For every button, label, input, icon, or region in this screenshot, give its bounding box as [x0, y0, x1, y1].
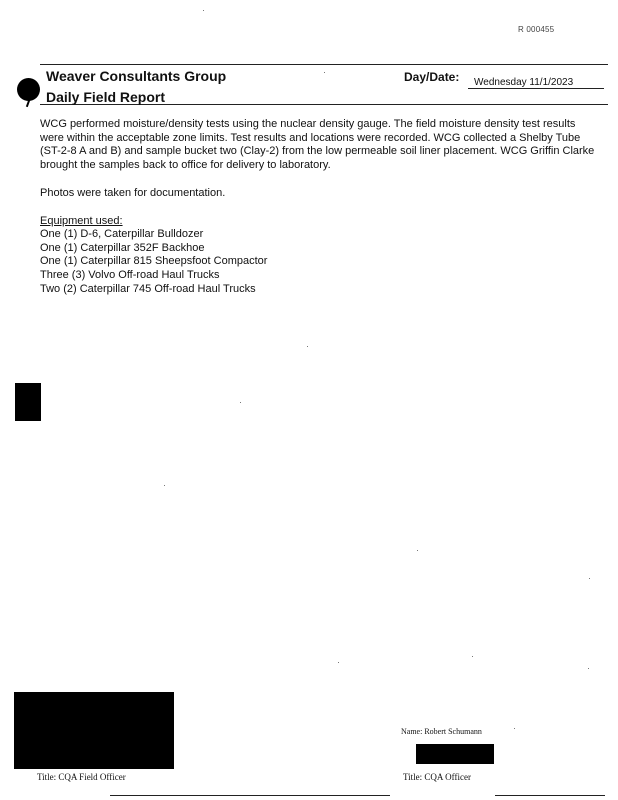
equipment-item: Two (2) Caterpillar 745 Off-road Haul Trucks — [40, 282, 256, 295]
scan-speck — [164, 485, 165, 486]
equipment-item: One (1) Caterpillar 815 Sheepsfoot Compactor — [40, 255, 268, 268]
company-name: Weaver Consultants Group — [46, 68, 227, 84]
scan-speck — [307, 346, 308, 347]
scan-speck — [240, 402, 241, 403]
equipment-heading: Equipment used: — [40, 215, 123, 227]
bates-number: R 000455 — [518, 25, 555, 34]
footer-rule-right — [495, 795, 605, 796]
equipment-list — [40, 228, 267, 297]
signature-title-left: Title: CQA Field Officer — [37, 772, 126, 782]
header-top-rule — [40, 64, 608, 65]
footer-rule-left — [110, 795, 390, 796]
hole-punch-mark-tail — [26, 100, 30, 107]
scan-speck — [203, 10, 204, 11]
redaction-box-signature-left — [14, 692, 174, 769]
signature-title-right: Title: CQA Officer — [403, 772, 472, 782]
date-underline — [468, 88, 604, 89]
scan-speck — [472, 656, 473, 657]
equipment-item: One (1) D-6, Caterpillar Bulldozer — [40, 228, 204, 240]
scan-speck — [514, 728, 515, 729]
scan-speck — [338, 662, 339, 663]
day-date-label: Day/Date: — [404, 70, 460, 84]
report-paragraph-2: Photos were taken for documentation. — [40, 187, 226, 199]
report-paragraph-1: WCG performed moisture/density tests using the nuclear density gauge. The field moisture density test results were within the acceptable zone limits. Test results and locations were recorded. WCG collected a Shelby Tube (ST-2-8 A and B) and sample bucket two (Clay-2) from the low permeable soil liner placement. WCG Griffin Clarke brought the samples back to office for delivery to laboratory. — [40, 118, 595, 172]
equipment-item: Three (3) Volvo Off-road Haul Trucks — [40, 269, 220, 282]
report-title: Daily Field Report — [46, 89, 166, 105]
scan-speck — [588, 668, 589, 669]
scan-speck — [324, 72, 325, 73]
scan-speck — [589, 578, 590, 579]
redaction-box-margin — [15, 383, 41, 421]
scan-speck — [417, 550, 418, 551]
hole-punch-mark — [17, 78, 40, 101]
signature-name-right: Name: Robert Schumann — [401, 727, 482, 736]
equipment-item: One (1) Caterpillar 352F Backhoe — [40, 241, 205, 254]
day-date-value: Wednesday 11/1/2023 — [474, 77, 574, 88]
redaction-box-signature-right — [416, 744, 494, 764]
